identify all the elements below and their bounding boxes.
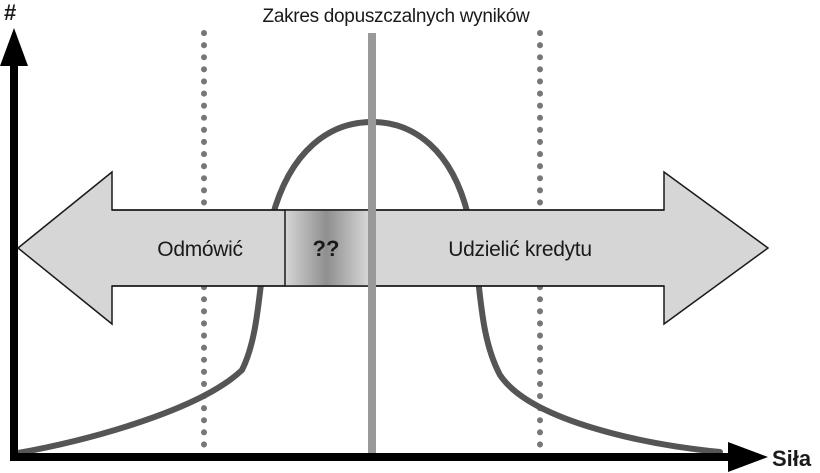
x-axis-label: Siła — [772, 446, 812, 471]
x-axis-arrowhead — [728, 442, 768, 472]
decision-arrow — [18, 172, 768, 324]
middle-zone-label: ?? — [312, 236, 340, 261]
left-zone-label: Odmówić — [157, 238, 243, 261]
y-axis-label: # — [4, 0, 17, 25]
right-zone-label: Udzielić kredytu — [448, 238, 592, 261]
y-axis-arrowhead — [0, 28, 28, 66]
diagram-title: Zakres dopuszczalnych wyników — [262, 6, 530, 27]
